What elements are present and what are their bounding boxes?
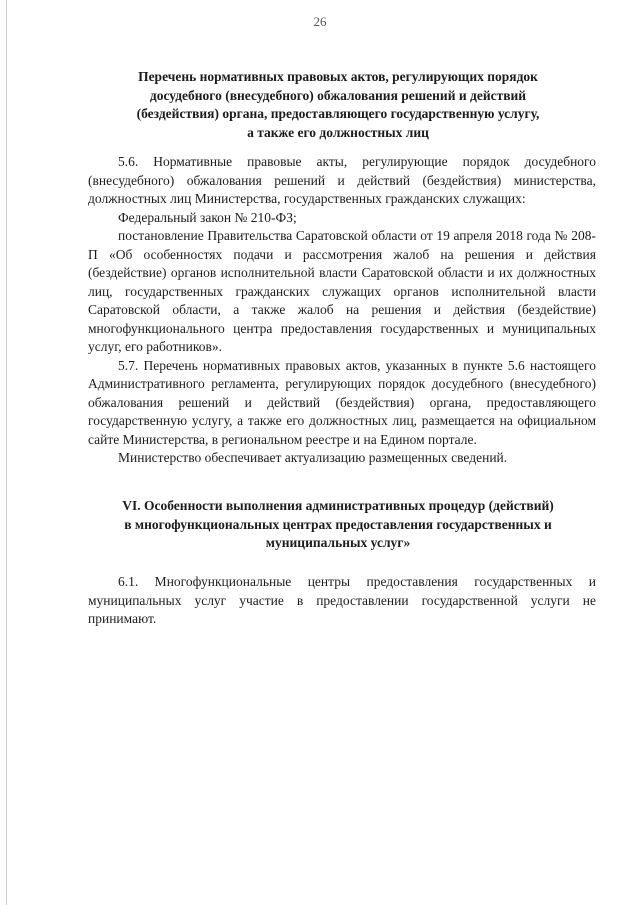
- heading-line: (бездействия) органа, предоставляющего государственную услугу,: [136, 106, 540, 121]
- paragraph-6-1: 6.1. Многофункциональные центры предоставления государственных и муниципальных услуг участие в предоставлении государственной услуги не принимают.: [88, 574, 596, 626]
- section-body-appeal-acts: [88, 153, 596, 468]
- paragraph-government-decree: постановление Правительства Саратовской области от 19 апреля 2018 года № 208-П «Об особенностях подачи и рассмотрения жалоб на решения и действия (бездействие) органов исполнительной власти Саратовской области и их должностных лиц, государственных гражданских служащих органов исполнительной власти Саратовской области, а также жалоб на решения и действия (бездействие) многофункционального центра предоставления государственных и муниципальных услуг, его работников».: [88, 228, 596, 354]
- heading-line: в многофункциональных центрах предоставления государственных и: [124, 516, 552, 532]
- heading-line: муниципальных услуг»: [265, 535, 411, 550]
- scan-edge-line: [6, 0, 7, 905]
- paragraph-5-6: 5.6. Нормативные правовые акты, регулирующие порядок досудебного (внесудебного) обжалования решений и действий (бездействия) министерства, должностных лиц Министерства, государственных гражданских служащих:: [88, 154, 596, 206]
- section-body-mfc: [88, 573, 596, 629]
- paragraph-5-7: 5.7. Перечень нормативных правовых актов, указанных в пункте 5.6 настоящего Административного регламента, регулирующих порядок досудебного (внесудебного) обжалования решений и действий (бездействия) органа, предоставляющего государственную услугу, а также его должностных лиц, размещается на официальном сайте Министерства, в региональном реестре и на Едином портале.: [88, 357, 596, 447]
- heading-line: VI. Особенности выполнения административных процедур (действий): [122, 498, 554, 513]
- heading-line: а также его должностных лиц: [247, 124, 429, 140]
- paragraph-actualization: Министерство обеспечивает актуализацию размещенных сведений.: [118, 450, 508, 465]
- page-number: 26: [313, 14, 327, 29]
- section-heading-mfc: [88, 497, 588, 553]
- section-heading-appeal-acts: [88, 68, 588, 142]
- paragraph-federal-law: Федеральный закон № 210-ФЗ;: [118, 209, 297, 225]
- heading-line: досудебного (внесудебного) обжалования решений и действий: [149, 87, 527, 103]
- heading-line: Перечень нормативных правовых актов, регулирующих порядок: [138, 69, 538, 84]
